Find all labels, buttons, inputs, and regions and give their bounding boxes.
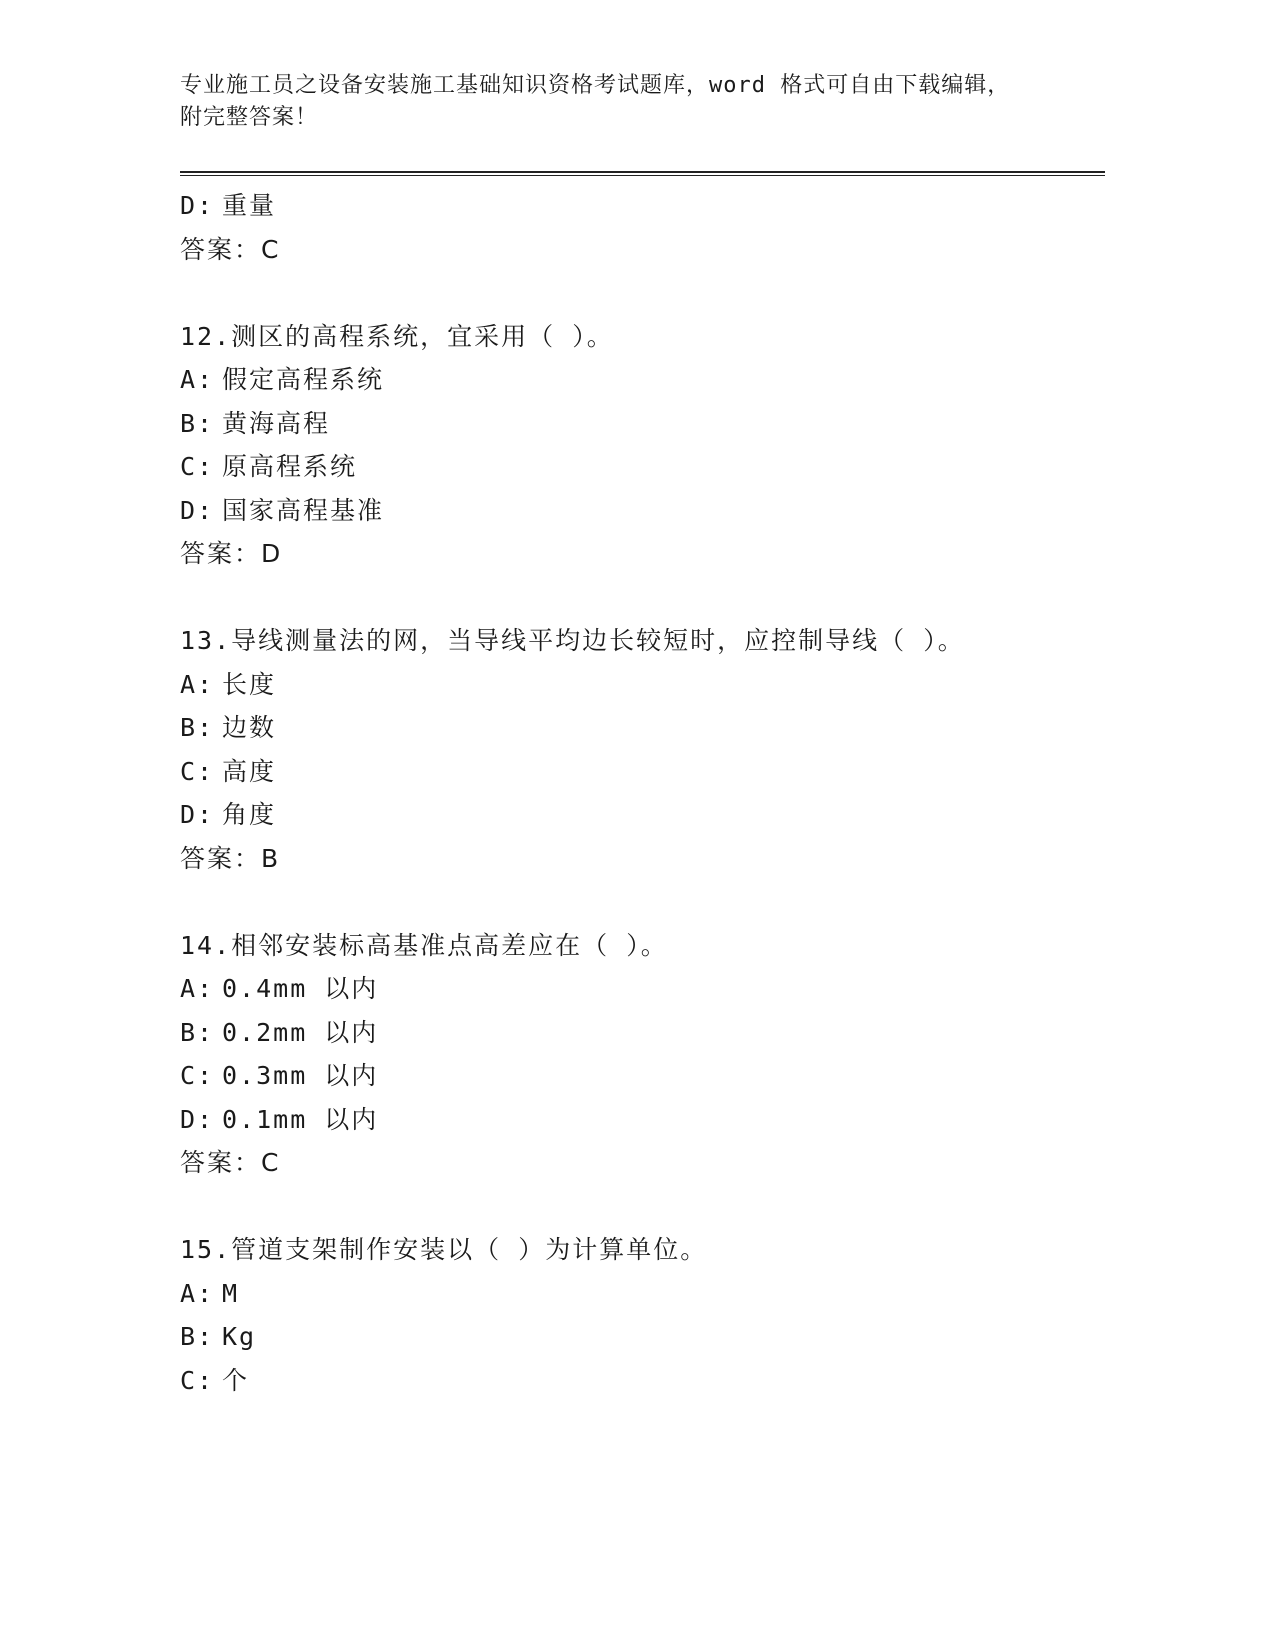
option-text: 高度 (222, 756, 277, 786)
option-key: A: (180, 1278, 215, 1308)
option-b (180, 1011, 1105, 1055)
option-key: D: (180, 1104, 215, 1134)
option-text: 黄海高程 (222, 408, 331, 438)
spacer (180, 271, 1105, 315)
question-list (180, 184, 1105, 1402)
header-line-2: 附完整答案！ (180, 105, 319, 130)
question-stem: 14.相邻安装标高基准点高差应在（ ）。 (180, 930, 668, 960)
option-text: Kg (222, 1322, 257, 1351)
option-text: 0.1mm 以内 (222, 1104, 379, 1134)
option-text: 0.4mm 以内 (222, 974, 379, 1003)
option-text: 长度 (222, 669, 277, 699)
option-key: D: (180, 800, 215, 829)
option-text: M (222, 1278, 240, 1308)
question-stem: 13.导线测量法的网，当导线平均边长较短时，应控制导线（ ）。 (180, 626, 965, 655)
header-line-1: 专业施工员之设备安装施工基础知识资格考试题库，word 格式可自由下载编辑， (180, 73, 1011, 98)
option-a (180, 663, 1105, 707)
answer-line: 答案：C (180, 234, 281, 264)
option-text: 假定高程系统 (222, 365, 385, 394)
option-key: A: (180, 365, 215, 394)
option-d (180, 489, 1105, 533)
option-key: A: (180, 974, 215, 1003)
option-a (180, 358, 1105, 402)
option-b (180, 402, 1105, 446)
option-key: D: (180, 495, 215, 525)
option-c (180, 445, 1105, 489)
option-b (180, 706, 1105, 750)
option-c (180, 750, 1105, 794)
header-divider-thin (180, 175, 1105, 176)
option-c (180, 1054, 1105, 1098)
spacer (180, 880, 1105, 924)
option-d (180, 1098, 1105, 1142)
option-key: B: (180, 408, 215, 438)
option-text: 国家高程基准 (222, 495, 385, 525)
option-d (180, 793, 1105, 837)
option-c (180, 1359, 1105, 1403)
option-text: 个 (222, 1365, 250, 1395)
option-text: 0.2mm 以内 (222, 1017, 379, 1047)
answer-line: 答案：B (180, 843, 281, 873)
question-stem: 15.管道支架制作安装以（ ）为计算单位。 (180, 1235, 708, 1264)
option-text: 边数 (222, 713, 277, 742)
option-a (180, 1272, 1105, 1316)
option-key: A: (180, 669, 215, 699)
option-key: D: (180, 191, 215, 220)
option-d (180, 184, 1105, 228)
document-header (180, 70, 1080, 134)
option-text: 角度 (222, 800, 277, 829)
option-key: B: (180, 713, 215, 742)
option-key: B: (180, 1322, 215, 1351)
option-key: C: (180, 1365, 215, 1395)
option-key: C: (180, 1061, 215, 1090)
option-key: B: (180, 1017, 215, 1047)
option-b (180, 1315, 1105, 1359)
option-text: 重量 (222, 191, 277, 220)
option-key: C: (180, 756, 215, 786)
header-divider-thick (180, 171, 1105, 173)
option-key: C: (180, 452, 215, 481)
option-text: 原高程系统 (222, 452, 358, 481)
spacer (180, 1185, 1105, 1229)
question-stem: 12.测区的高程系统，宜采用（ ）。 (180, 321, 614, 351)
answer-line: 答案：D (180, 539, 283, 568)
answer-line: 答案：C (180, 1148, 281, 1177)
spacer (180, 576, 1105, 620)
option-text: 0.3mm 以内 (222, 1061, 379, 1090)
option-a (180, 967, 1105, 1011)
